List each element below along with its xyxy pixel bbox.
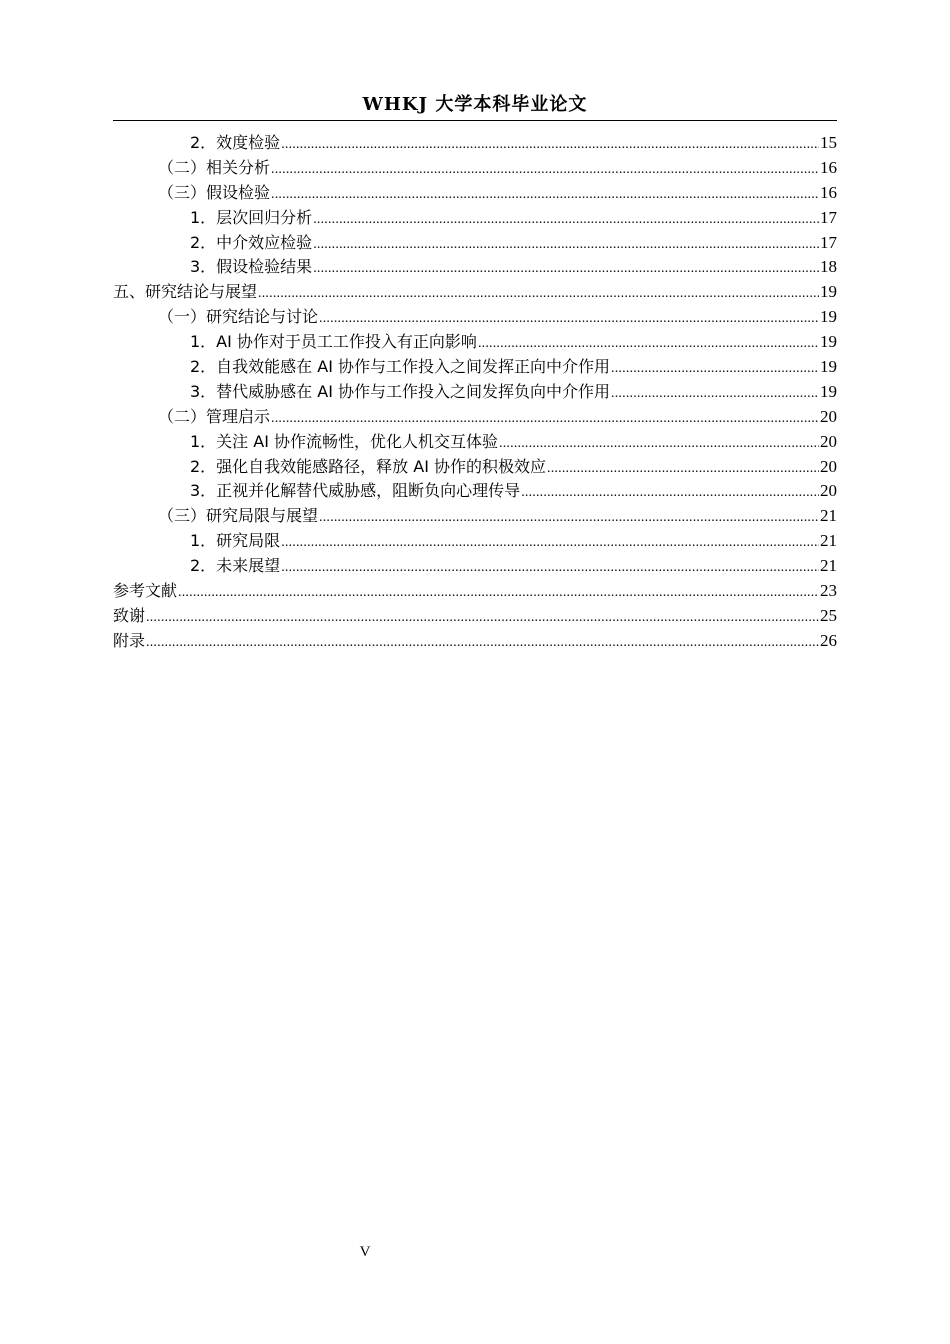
toc-dot-leader	[313, 208, 819, 233]
toc-dot-leader	[313, 257, 819, 282]
toc-dot-leader	[178, 581, 819, 606]
toc-entry-page-number: 23	[820, 581, 837, 601]
toc-dot-leader	[499, 432, 819, 457]
toc-entry[interactable]	[113, 504, 837, 529]
toc-dot-leader	[611, 382, 819, 407]
toc-entry-page-number: 16	[820, 157, 837, 177]
toc-entry[interactable]	[113, 255, 837, 280]
toc-entry-page-number: 17	[820, 207, 837, 227]
toc-dot-leader	[281, 531, 819, 556]
toc-entry[interactable]	[113, 479, 837, 504]
toc-entry[interactable]	[113, 405, 837, 430]
page-header	[113, 92, 837, 121]
toc-entry-page-number: 19	[820, 307, 837, 327]
toc-entry[interactable]	[113, 629, 837, 654]
toc-dot-leader	[146, 631, 819, 656]
toc-entry-page-number: 19	[820, 332, 837, 352]
toc-entry-page-number: 20	[820, 406, 837, 426]
toc-entry-page-number: 21	[820, 531, 837, 551]
toc-entry[interactable]	[113, 206, 837, 231]
toc-dot-leader	[611, 357, 819, 382]
toc-entry-title: 3．假设检验结果	[190, 257, 313, 277]
toc-entry[interactable]	[113, 529, 837, 554]
toc-entry-page-number: 25	[820, 605, 837, 625]
toc-entry[interactable]	[113, 604, 837, 629]
toc-entry-page-number: 21	[820, 506, 837, 526]
toc-entry-title: 五、研究结论与展望	[113, 282, 258, 302]
toc-dot-leader	[478, 332, 819, 357]
toc-entry-title: （一）研究结论与讨论	[158, 307, 319, 327]
toc-dot-leader	[281, 556, 819, 581]
toc-dot-leader	[281, 133, 819, 158]
toc-entry-page-number: 18	[820, 257, 837, 277]
toc-entry-page-number: 20	[820, 481, 837, 501]
toc-entry[interactable]	[113, 131, 837, 156]
toc-dot-leader	[319, 307, 819, 332]
toc-entry-title: 2．自我效能感在 AI 协作与工作投入之间发挥正向中介作用	[190, 357, 611, 377]
toc-entry-title: （二）管理启示	[158, 406, 271, 426]
toc-entry[interactable]	[113, 330, 837, 355]
toc-entry-title: （二）相关分析	[158, 157, 271, 177]
toc-entry[interactable]	[113, 380, 837, 405]
toc-entry-title: （三）假设检验	[158, 182, 271, 202]
toc-entry-title: 1．层次回归分析	[190, 207, 313, 227]
table-of-contents	[113, 131, 837, 654]
toc-entry-page-number: 20	[820, 431, 837, 451]
toc-entry-page-number: 21	[820, 556, 837, 576]
toc-entry-title: 2．强化自我效能感路径，释放 AI 协作的积极效应	[190, 456, 547, 476]
toc-entry-page-number: 19	[820, 357, 837, 377]
toc-entry-page-number: 19	[820, 381, 837, 401]
toc-entry-page-number: 15	[820, 133, 837, 152]
toc-entry-title: 2．中介效应检验	[190, 232, 313, 252]
toc-dot-leader	[271, 407, 819, 432]
toc-dot-leader	[521, 481, 819, 506]
toc-entry-title: 2．效度检验	[190, 133, 281, 152]
toc-entry[interactable]	[113, 231, 837, 256]
toc-entry-title: 1．研究局限	[190, 531, 281, 551]
toc-entry-title: 附录	[113, 630, 146, 650]
header-title: WHKJ 大学本科毕业论文	[362, 94, 588, 115]
toc-dot-leader	[547, 457, 819, 482]
toc-entry[interactable]	[113, 554, 837, 579]
toc-dot-leader	[319, 506, 819, 531]
toc-entry-title: 3．替代威胁感在 AI 协作与工作投入之间发挥负向中介作用	[190, 381, 611, 401]
toc-dot-leader	[258, 282, 819, 307]
toc-dot-leader	[271, 158, 819, 183]
toc-entry-title: 致谢	[113, 605, 146, 625]
toc-dot-leader	[146, 606, 819, 631]
toc-entry-page-number: 16	[820, 182, 837, 202]
toc-entry[interactable]	[113, 355, 837, 380]
toc-entry-page-number: 20	[820, 456, 837, 476]
toc-entry[interactable]	[113, 280, 837, 305]
toc-entry-page-number: 17	[820, 232, 837, 252]
toc-dot-leader	[271, 183, 819, 208]
toc-dot-leader	[313, 233, 819, 258]
toc-entry[interactable]	[113, 305, 837, 330]
toc-entry-page-number: 26	[820, 630, 837, 650]
toc-entry-title: （三）研究局限与展望	[158, 506, 319, 526]
toc-entry-title: 参考文献	[113, 581, 178, 601]
toc-entry-page-number: 19	[820, 282, 837, 302]
toc-entry[interactable]	[113, 579, 837, 604]
toc-entry-title: 1．AI 协作对于员工工作投入有正向影响	[190, 332, 477, 352]
page-number: V	[359, 1244, 371, 1260]
toc-entry[interactable]	[113, 156, 837, 181]
toc-entry[interactable]	[113, 430, 837, 455]
toc-entry-title: 2．未来展望	[190, 556, 281, 576]
toc-entry-title: 3．正视并化解替代威胁感，阻断负向心理传导	[190, 481, 521, 501]
toc-entry-title: 1．关注 AI 协作流畅性，优化人机交互体验	[190, 431, 499, 451]
toc-entry[interactable]	[113, 455, 837, 480]
toc-entry[interactable]	[113, 181, 837, 206]
